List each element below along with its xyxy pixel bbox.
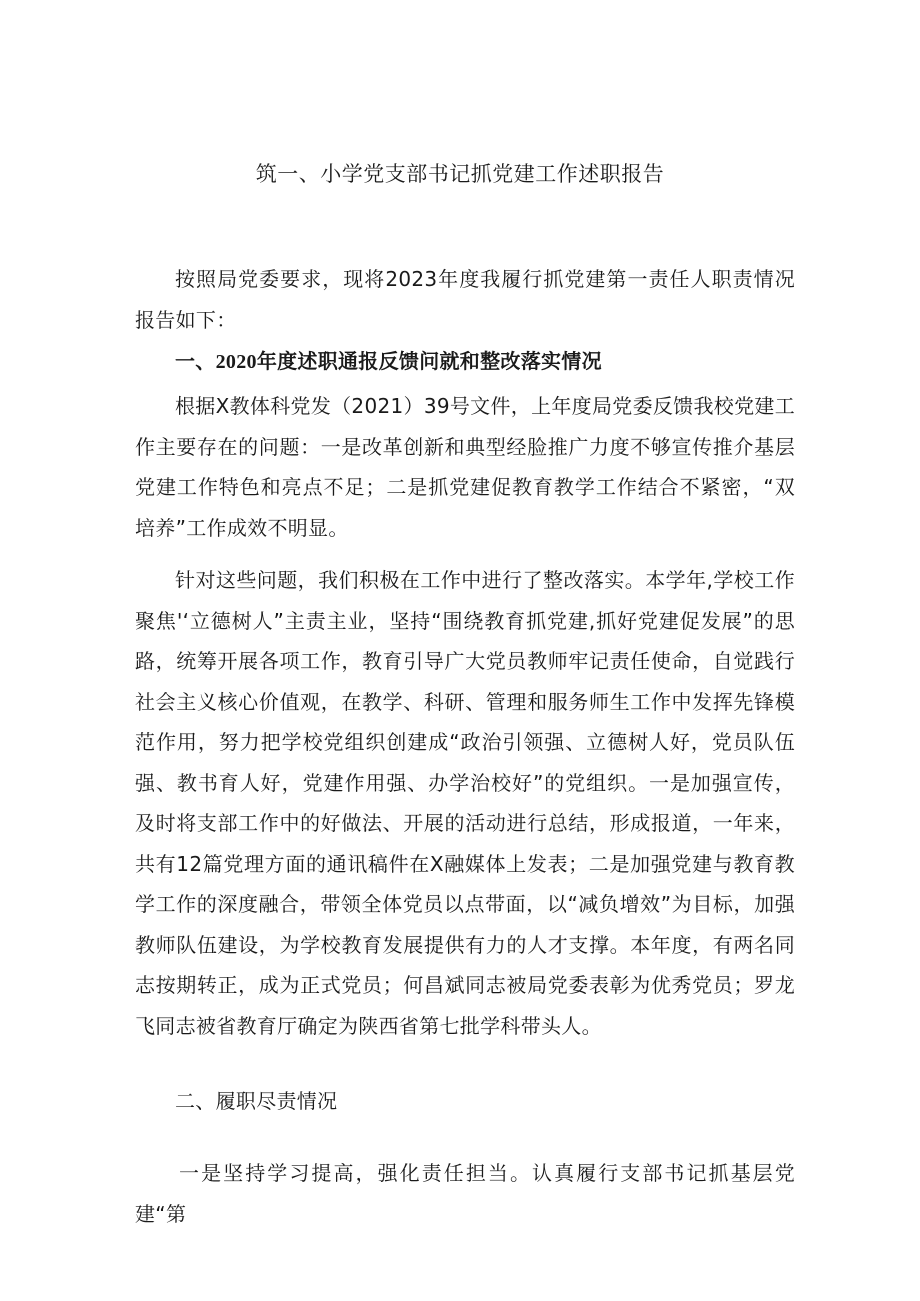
intro-paragraph: 按照局党委要求，现将2023年度我履行抓党建第一责任人职责情况报告如下：	[135, 267, 795, 332]
section-2-heading: 二、履职尽责情况	[175, 1089, 338, 1113]
document-title: 筑一、小学党支部书记抓党建工作述职报告	[255, 162, 665, 186]
section-1-heading-text: 年度述职通报反馈问就和整改落实情况	[256, 349, 602, 373]
section-2-paragraph-1: 一是坚持学习提高，强化责任担当。认真履行支部书记抓基层党建“第	[135, 1161, 795, 1226]
section-1-heading-number: 一、2020	[175, 351, 257, 373]
section-1-paragraph-2: 针对这些问题，我们积极在工作中进行了整改落实。本学年,学校工作聚焦'‘立德树人”主责主业，坚持“围绕教育抓党建,抓好党建促发展”的思路，统筹开展各项工作，教育引导广大党员教师牢记责任使命，自觉践行社会主义核心价值观，在教学、科研、管理和服务师生工作中发挥先锋模范作用，努力把学校党组织创建成“政治引领强、立德树人好，党员队伍强、教书育人好，党建作用强、办学治校好”的党组织。一是加强宣传，及时将支部工作中的好做法、开展的活动进行总结，形成报道，一年来，共有12篇党理方面的通讯稿件在X融媒体上发表；二是加强党建与教育教学工作的深度融合，带领全体党员以点带面，以“减负增效”为目标，加强教师队伍建设，为学校教育发展提供有力的人才支撑。本年度，有两名同志按期转正，成为正式党员；何昌斌同志被局党委表彰为优秀党员；罗龙飞同志被省教育厅确定为陕西省第七批学科带头人。	[135, 568, 795, 1038]
section-1-heading	[135, 341, 795, 383]
section-1-paragraph-1: 根据X教体科党发（2021）39号文件，上年度局党委反馈我校党建工作主要存在的问题：一是改革创新和典型经脸推广力度不够宣传推介基层党建工作特色和亮点不足；二是抓党建促教育教学工作结合不紧密，“双培养”工作成效不明显。	[135, 394, 795, 540]
